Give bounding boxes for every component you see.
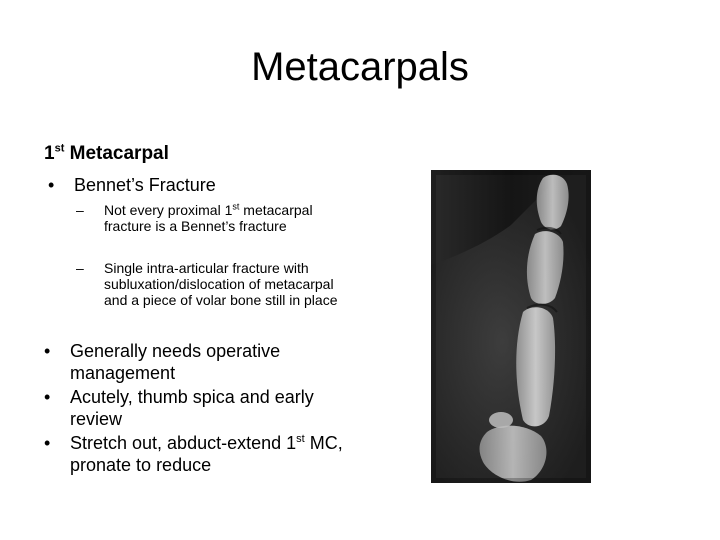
subbullet-text: [104, 202, 344, 234]
bullet-stretch: [44, 432, 374, 476]
heading-suffix: Metacarpal: [64, 143, 169, 164]
bullet-sup: st: [296, 433, 305, 445]
bullet-text: Bennet’s Fracture: [74, 175, 216, 195]
section-heading: [44, 142, 169, 166]
bullet-text: Acutely, thumb spica and early review: [70, 387, 314, 429]
bullet-dot: •: [44, 433, 51, 453]
subbullet-dash: –: [76, 202, 84, 218]
subbullet-dash: –: [76, 260, 84, 276]
bullet-text-a: Stretch out, abduct-extend 1: [70, 433, 297, 453]
subbullet-sup: st: [232, 201, 240, 212]
subbullet-single-intra: [76, 260, 366, 334]
bullet-acutely: [44, 386, 374, 430]
subbullet-not-every: [76, 202, 366, 254]
bullet-bennet: [48, 174, 348, 198]
bullet-dot: •: [48, 175, 55, 195]
subbullet-text-b: metacarpal fracture is a Bennet’s fracture: [104, 202, 313, 234]
bullet-dot: •: [44, 341, 51, 361]
xray-graphic: [431, 170, 591, 483]
heading-sup: st: [54, 142, 65, 155]
subbullet-text-a: Not every proximal 1: [104, 202, 233, 218]
bullet-operative: [44, 340, 374, 384]
bullet-text: Generally needs operative management: [70, 341, 281, 383]
xray-image: [431, 170, 591, 483]
bullet-text: [70, 432, 360, 476]
heading-prefix: 1: [44, 143, 55, 164]
bullet-dot: •: [44, 387, 51, 407]
slide-title: Metacarpals: [251, 45, 469, 89]
subbullet-text: Single intra-articular fracture with subluxation/dislocation of metacarpal and a piece of volar bone still in place: [104, 260, 338, 308]
bullet-text-b: MC, pronate to reduce: [70, 433, 343, 475]
